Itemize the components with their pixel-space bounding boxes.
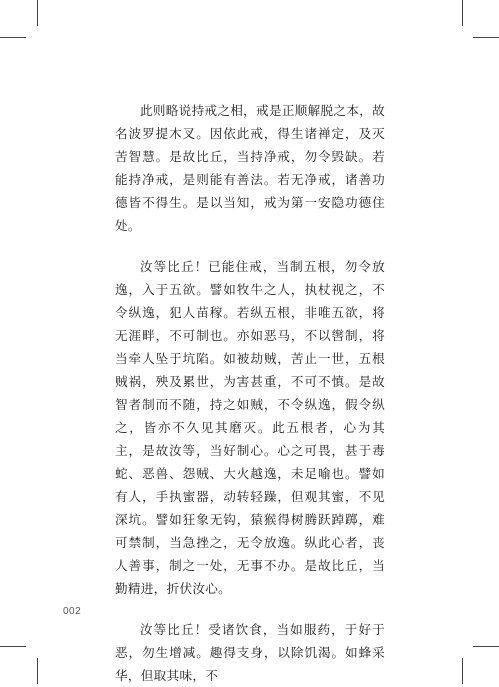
paragraph-2: 汝等比丘！已能住戒，当制五根，勿令放逸，入于五欲。譬如牧牛之人，执杖视之，不令纵逸，犯人苗稼。若纵五根，非唯五欲，将无涯畔，不可制也。亦如恶马，不以辔制，将当牵人坠于坑陷。如被劫贼，苦止一世，五根贼祸，殃及累世，为害甚重，不可不慎。是故智者制而不随，持之如贼，不令纵逸，假令纵之，皆亦不久见其磨灭。此五根者，心为其主，是故汝等，当好制心。心之可畏，甚于毒蛇、恶兽、怨贼、大火越逸，未足喻也。譬如有人，手执蜜器，动转轻躁，但观其蜜，不见深坑。譬如狂象无钩，猿猴得树腾跃踔踯，难可禁制，当急挫之，无令放逸。纵此心者，丧人善事，制之一处，无事不办。是故比丘，当勤精进，折伏汝心。 (115, 259, 385, 596)
crop-mark-right-top (473, 37, 499, 38)
paragraph-3: 汝等比丘！受诸饮食，当如服药，于好于恶，勿生增减。趣得支身，以除饥渴。如蜂采华，但取其味，不 (115, 622, 385, 683)
crop-mark-right-bottom (473, 646, 499, 647)
crop-mark-bottom-left (37, 658, 38, 684)
body-text (115, 99, 385, 687)
crop-mark-left-bottom (0, 646, 26, 647)
crop-mark-top-right (462, 0, 463, 26)
crop-mark-top-left (37, 0, 38, 26)
crop-mark-left-top (0, 37, 26, 38)
crop-mark-bottom-right (462, 658, 463, 684)
page-number: 002 (63, 606, 82, 617)
paragraph-1: 此则略说持戒之相，戒是正顺解脱之本，故名波罗提木叉。因依此戒，得生诸禅定，及灭苦智慧。是故比丘，当持净戒，勿令毁缺。若能持净戒，是则能有善法。若无净戒，诸善功德皆不得生。是以当知，戒为第一安隐功德住处。 (115, 103, 385, 233)
